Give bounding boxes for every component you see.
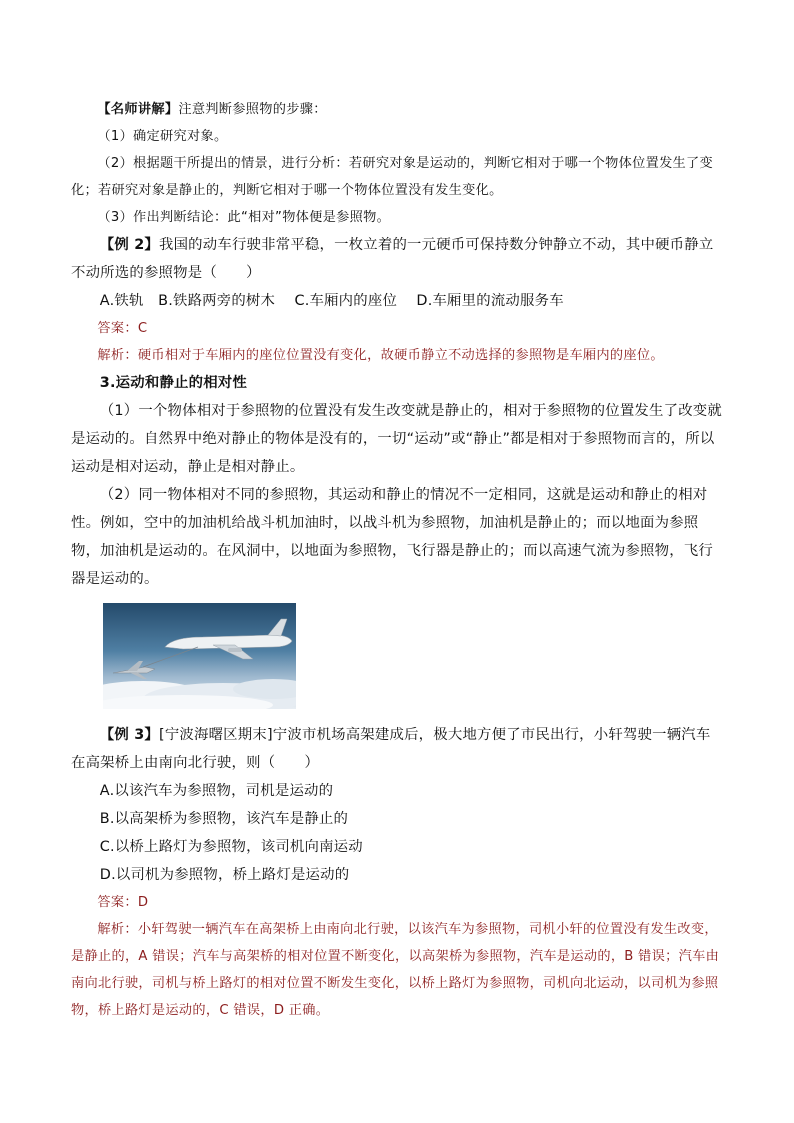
example-2-text: 我国的动车行驶非常平稳，一枚立着的一元硬币可保持数分钟静立不动，其中硬币静立不动所选的参照物是（ ） — [71, 237, 714, 281]
teacher-tip — [71, 96, 723, 123]
tip-step-2: （2）根据题干所提出的情景，进行分析：若研究对象是运动的，判断它相对于哪一个物体位置发生了变化；若研究对象是静止的，判断它相对于哪一个物体位置没有发生变化。 — [71, 156, 714, 198]
example-2-tag: 【例 2】 — [99, 237, 159, 253]
example-2-options: A.铁轨 B.铁路两旁的树木 C.车厢内的座位 D.车厢里的流动服务车 — [99, 293, 564, 309]
example-3-text: [宁波海曙区期末]宁波市机场高架建成后，极大地方便了市民出行，小轩驾驶一辆汽车在高架桥上由南向北行驶，则（ ） — [71, 727, 711, 771]
example-3-question — [71, 721, 723, 777]
tip-step-3: （3）作出判断结论：此“相对”物体便是参照物。 — [97, 210, 391, 225]
example-3-analysis: 解析：小轩驾驶一辆汽车在高架桥上由南向北行驶，以该汽车为参照物，司机小轩的位置没有发生改变，是静止的，A 错误；汽车与高架桥的相对位置不断变化，以高架桥为参照物，汽车是运动的，B 错误；汽车由南向北行驶，司机与桥上路灯的相对位置不断发生变化，以桥上路灯为参照物，司机向北运动，以司机为参照物，桥上路灯是运动的，C 错误，D 正确。 — [71, 922, 720, 1018]
example-2-analysis: 解析：硬币相对于车厢内的座位位置没有变化，故硬币静立不动选择的参照物是车厢内的座位。 — [97, 348, 664, 363]
example-2-question — [71, 231, 723, 287]
example-3-option-c: C.以桥上路灯为参照物，该司机向南运动 — [99, 839, 363, 855]
refueling-aircraft-photo — [103, 603, 296, 709]
example-3-answer: 答案：D — [97, 895, 149, 910]
tip-step-1: （1）确定研究对象。 — [97, 129, 228, 144]
example-3-tag: 【例 3】 — [99, 727, 159, 743]
example-3-option-b: B.以高架桥为参照物，该汽车是静止的 — [99, 811, 349, 827]
teacher-tip-tag: 【名师讲解】 — [97, 102, 179, 117]
example-3-option-d: D.以司机为参照物，桥上路灯是运动的 — [99, 867, 350, 883]
refueling-aircraft-icon — [103, 603, 296, 709]
page-content — [71, 96, 723, 1024]
section-3-heading: 3.运动和静止的相对性 — [99, 375, 247, 391]
section-3-paragraph-2: （2）同一物体相对不同的参照物，其运动和静止的情况不一定相同，这就是运动和静止的相对性。例如，空中的加油机给战斗机加油时，以战斗机为参照物，加油机是静止的；而以地面为参照物，加油机是运动的。在风洞中，以地面为参照物，飞行器是静止的；而以高速气流为参照物，飞行器是运动的。 — [71, 487, 713, 587]
example-2-answer: 答案：C — [97, 321, 148, 336]
example-3-option-a: A.以该汽车为参照物，司机是运动的 — [99, 783, 334, 799]
section-3-paragraph-1: （1）一个物体相对于参照物的位置没有发生改变就是静止的，相对于参照物的位置发生了改变就是运动的。自然界中绝对静止的物体是没有的，一切“运动”或“静止”都是相对于参照物而言的，所以运动是相对运动，静止是相对静止。 — [71, 403, 722, 475]
teacher-tip-intro: 注意判断参照物的步骤： — [178, 102, 327, 117]
